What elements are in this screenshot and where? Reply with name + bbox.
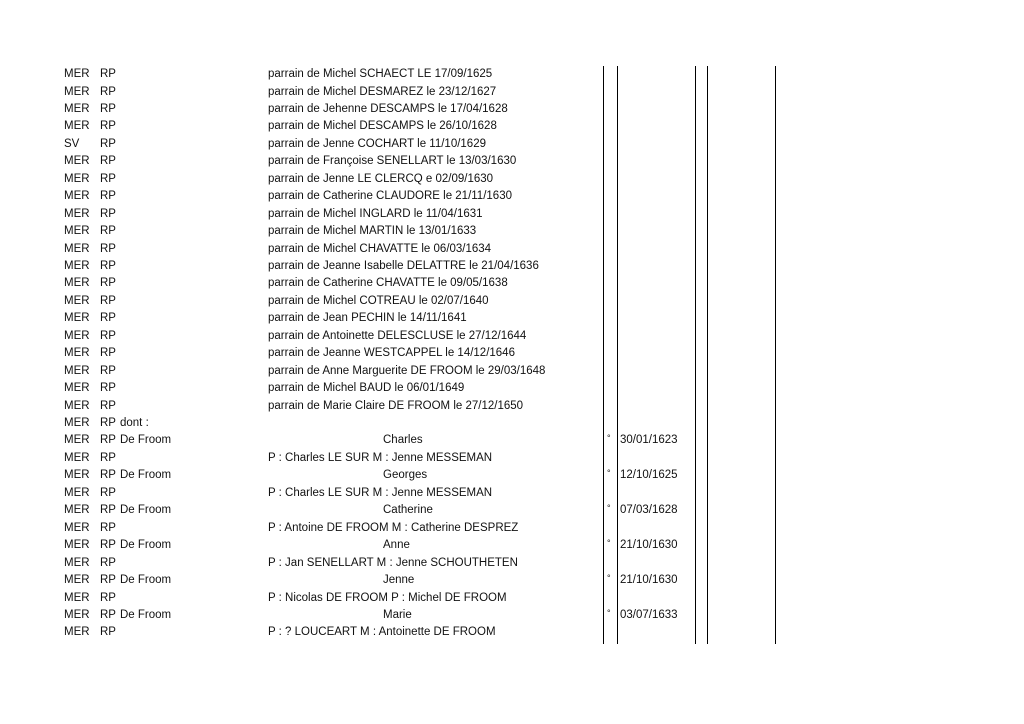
birth-date: 07/03/1628 [620, 504, 678, 517]
record-text: parrain de Jenne LE CLERCQ e 02/09/1630 [268, 172, 494, 185]
godparents-text: P : Antoine DE FROOM M : Catherine DESPREZ [268, 521, 519, 534]
table-row [0, 241, 1024, 258]
godparents-text: P : Jan SENELLART M : Jenne SCHOUTHETEN [268, 556, 518, 569]
table-row [0, 258, 1024, 275]
family-cell: De Froom [120, 504, 172, 517]
table-row [0, 624, 1024, 641]
table-row [0, 520, 1024, 537]
place-cell: MER [64, 574, 90, 586]
code-cell: RP [100, 102, 116, 115]
place-cell: MER [64, 172, 90, 185]
place-cell: MER [64, 242, 90, 255]
place-cell: MER [64, 85, 90, 98]
birth-mark: ° [607, 433, 611, 444]
place-cell: MER [64, 102, 90, 115]
place-cell: MER [64, 434, 90, 447]
code-cell: RP [100, 137, 116, 150]
godparents-text: P : Nicolas DE FROOM P : Michel DE FROOM [268, 591, 507, 604]
birth-mark: ° [607, 573, 611, 583]
code-cell: RP [100, 68, 116, 80]
code-cell: RP [100, 329, 116, 342]
table-row [0, 502, 1024, 519]
code-cell: RP [100, 155, 116, 168]
table-row [0, 398, 1024, 415]
record-text: parrain de Marie Claire DE FROOM le 27/12/1650 [268, 399, 524, 412]
table-row [0, 415, 1024, 432]
table-row [0, 537, 1024, 554]
place-cell: MER [64, 312, 90, 325]
birth-mark: ° [607, 538, 611, 549]
table-row [0, 118, 1024, 135]
place-cell: SV [64, 137, 80, 150]
table-row [0, 293, 1024, 310]
code-cell: RP [100, 277, 116, 290]
place-cell: MER [64, 259, 90, 272]
record-text: parrain de Jenne COCHART le 11/10/1629 [268, 137, 486, 150]
birth-mark: ° [607, 607, 611, 618]
table-row [0, 188, 1024, 205]
record-text: parrain de Michel MARTIN le 13/01/1633 [268, 225, 477, 237]
record-text: parrain de Jean PECHIN le 14/11/1641 [268, 312, 467, 325]
record-text: parrain de Michel SCHAECT LE 17/09/1625 [268, 68, 493, 80]
code-cell: RP [100, 608, 116, 621]
place-cell: MER [64, 521, 90, 534]
table-row [0, 345, 1024, 362]
code-cell: RP [100, 207, 116, 220]
record-text: parrain de Michel BAUD le 06/01/1649 [268, 382, 465, 395]
code-cell: RP [100, 312, 116, 325]
table-row [0, 66, 1024, 83]
record-text: parrain de Antoinette DELESCLUSE le 27/12/1644 [268, 329, 527, 342]
table-row [0, 485, 1024, 502]
birth-mark: ° [607, 503, 611, 514]
table-row [0, 153, 1024, 170]
code-cell: RP [100, 486, 116, 499]
code-cell: RP [100, 469, 116, 482]
code-cell: RP [100, 225, 116, 237]
code-cell: RP [100, 451, 116, 464]
place-cell: MER [64, 486, 90, 499]
record-text: parrain de Michel COTREAU le 02/07/1640 [268, 294, 489, 307]
place-cell: MER [64, 469, 90, 482]
table-row [0, 328, 1024, 345]
place-cell: MER [64, 382, 90, 395]
table-row [0, 275, 1024, 292]
place-cell: MER [64, 626, 90, 639]
table-row [0, 223, 1024, 240]
code-cell: RP [100, 347, 116, 360]
code-cell: RP [100, 574, 116, 586]
record-text: parrain de Michel DESMAREZ le 23/12/1627 [268, 85, 497, 98]
godparents-text: P : ? LOUCEART M : Antoinette DE FROOM [268, 626, 496, 639]
code-cell: RP [100, 259, 116, 272]
record-text: parrain de Michel INGLARD le 11/04/1631 [268, 207, 483, 220]
place-cell: MER [64, 539, 90, 552]
code-cell: RP [100, 172, 116, 185]
code-cell: RP [100, 417, 116, 429]
birth-date: 30/01/1623 [620, 434, 678, 447]
code-cell: RP [100, 120, 116, 133]
place-cell: MER [64, 277, 90, 290]
code-cell: RP [100, 556, 116, 569]
code-cell: RP [100, 521, 116, 534]
record-text: parrain de Catherine CHAVATTE le 09/05/1638 [268, 277, 508, 290]
family-cell: De Froom [120, 608, 172, 621]
place-cell: MER [64, 329, 90, 342]
table-row [0, 572, 1024, 589]
first-name: Marie [383, 608, 412, 621]
table-row [0, 310, 1024, 327]
code-cell: RP [100, 242, 116, 255]
place-cell: MER [64, 294, 90, 307]
record-text: parrain de Michel DESCAMPS le 26/10/1628 [268, 120, 497, 133]
table-row [0, 380, 1024, 397]
code-cell: RP [100, 539, 116, 552]
record-text: parrain de Françoise SENELLART le 13/03/1630 [268, 155, 517, 168]
record-text: parrain de Catherine CLAUDORE le 21/11/1630 [268, 190, 512, 203]
family-cell: De Froom [120, 469, 172, 482]
column-divider [617, 66, 618, 644]
code-cell: RP [100, 382, 116, 395]
first-name: Anne [383, 539, 410, 552]
table-row [0, 450, 1024, 467]
table-row [0, 136, 1024, 153]
place-cell: MER [64, 417, 90, 429]
birth-date: 21/10/1630 [620, 539, 678, 552]
column-divider [707, 66, 708, 644]
table-row [0, 171, 1024, 188]
table-row [0, 607, 1024, 624]
record-text: parrain de Jeanne WESTCAPPEL le 14/12/1646 [268, 347, 515, 360]
table-row [0, 432, 1024, 449]
place-cell: MER [64, 364, 90, 377]
record-text: parrain de Michel CHAVATTE le 06/03/1634 [268, 242, 492, 255]
first-name: Georges [383, 469, 428, 482]
place-cell: MER [64, 608, 90, 621]
place-cell: MER [64, 225, 90, 237]
place-cell: MER [64, 120, 90, 133]
family-cell: De Froom [120, 434, 172, 447]
birth-date: 03/07/1633 [620, 608, 678, 621]
first-name: Catherine [383, 504, 433, 517]
birth-mark: ° [607, 468, 611, 479]
code-cell: RP [100, 504, 116, 517]
record-text: parrain de Jeanne Isabelle DELATTRE le 21/04/1636 [268, 259, 539, 272]
code-cell: RP [100, 190, 116, 203]
birth-date: 12/10/1625 [620, 469, 678, 482]
code-cell: RP [100, 434, 116, 447]
place-cell: MER [64, 556, 90, 569]
code-cell: RP [100, 626, 116, 639]
family-cell: De Froom [120, 574, 172, 586]
place-cell: MER [64, 68, 90, 80]
place-cell: MER [64, 451, 90, 464]
table-row [0, 84, 1024, 101]
table-row [0, 467, 1024, 484]
column-divider [775, 66, 776, 644]
place-cell: MER [64, 504, 90, 517]
code-cell: RP [100, 294, 116, 307]
column-divider [695, 66, 696, 644]
place-cell: MER [64, 190, 90, 203]
record-text: parrain de Jehenne DESCAMPS le 17/04/1628 [268, 102, 508, 115]
table-row [0, 555, 1024, 572]
family-cell: dont : [120, 417, 149, 429]
code-cell: RP [100, 85, 116, 98]
godparents-text: P : Charles LE SUR M : Jenne MESSEMAN [268, 451, 493, 464]
table-row [0, 101, 1024, 118]
place-cell: MER [64, 347, 90, 360]
code-cell: RP [100, 591, 116, 604]
place-cell: MER [64, 207, 90, 220]
code-cell: RP [100, 364, 116, 377]
record-text: parrain de Anne Marguerite DE FROOM le 29/03/1648 [268, 364, 546, 377]
place-cell: MER [64, 399, 90, 412]
code-cell: RP [100, 399, 116, 412]
table-row [0, 206, 1024, 223]
place-cell: MER [64, 591, 90, 604]
birth-date: 21/10/1630 [620, 574, 678, 586]
godparents-text: P : Charles LE SUR M : Jenne MESSEMAN [268, 486, 493, 499]
first-name: Charles [383, 434, 423, 447]
place-cell: MER [64, 155, 90, 168]
column-divider [603, 66, 604, 644]
table-row [0, 363, 1024, 380]
first-name: Jenne [383, 574, 415, 586]
table-row [0, 590, 1024, 607]
family-cell: De Froom [120, 539, 172, 552]
